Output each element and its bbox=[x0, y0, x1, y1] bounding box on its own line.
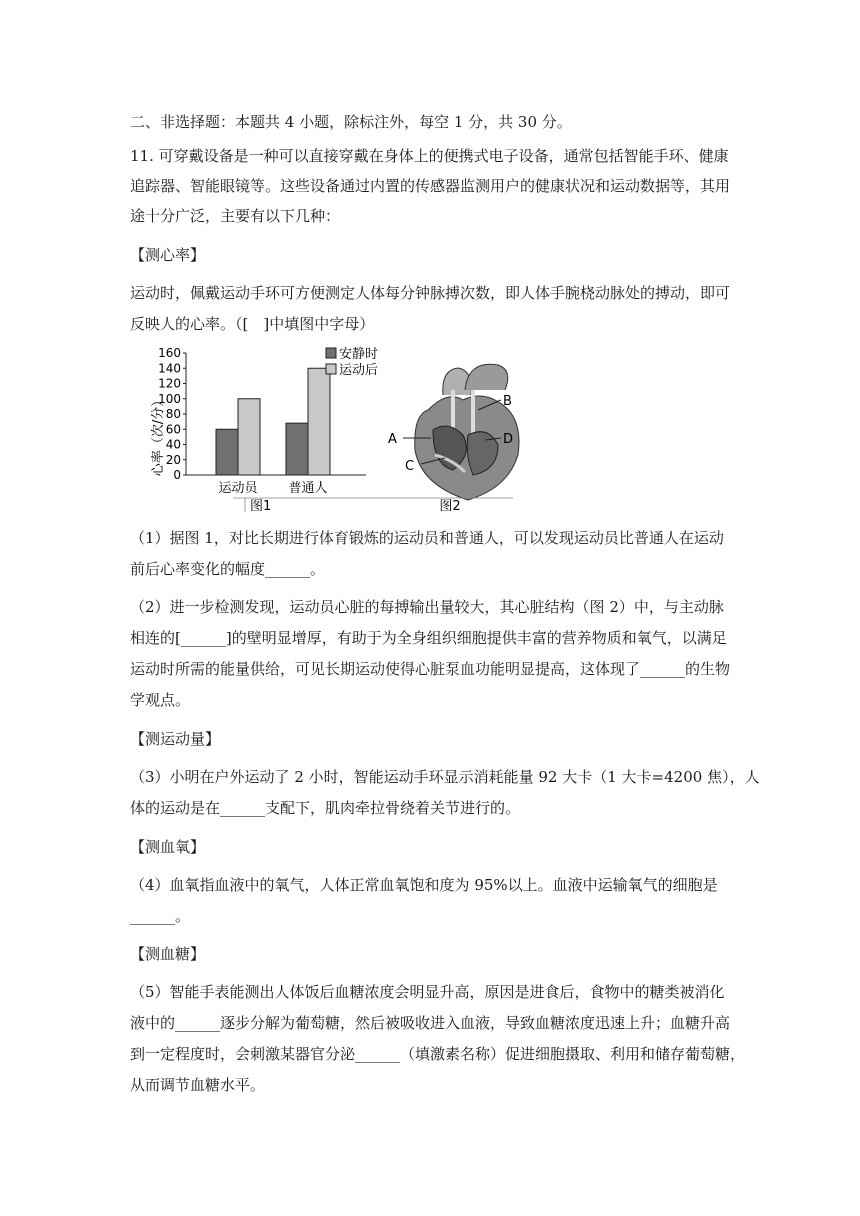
text-line: 相连的[______]的壁明显增厚，有助于为全身组织细胞提供丰富的营养物质和氧气，以满足 bbox=[130, 629, 727, 647]
legend-label: 安静时 bbox=[339, 347, 379, 362]
text-line: 运动时，佩戴运动手环可方便测定人体每分钟脉搏次数，即人体手腕桡动脉处的搏动，即可 bbox=[130, 284, 731, 302]
text-line: 从而调节血糖水平。 bbox=[130, 1076, 266, 1094]
text-line: 学观点。 bbox=[130, 691, 191, 709]
y-tick-label: 140 bbox=[158, 361, 181, 376]
text-line: 反映人的心率。（[ ]中填图中字母） bbox=[130, 315, 375, 333]
figure2-caption: 图2 bbox=[439, 499, 461, 514]
y-axis-label: 心率（次/分） bbox=[151, 393, 166, 477]
text-line: （1）据图 1，对比长期进行体育锻炼的运动员和普通人，可以发现运动员比普通人在运动 bbox=[130, 529, 724, 547]
legend-label: 运动后 bbox=[339, 363, 379, 378]
label-b: B bbox=[503, 394, 512, 409]
label-a: A bbox=[388, 432, 397, 447]
text-line: 【测运动量】 bbox=[130, 730, 221, 748]
bar-1-0 bbox=[286, 423, 308, 475]
figure1-caption: 图1 bbox=[250, 499, 272, 514]
bar-0-0 bbox=[216, 429, 238, 475]
text-line: 【测血糖】 bbox=[130, 945, 206, 963]
chart-bars bbox=[216, 368, 330, 475]
text-line: 到一定程度时，会刺激某器官分泌______（填激素名称）促进细胞摄取、利用和储存葡萄糖， bbox=[130, 1045, 746, 1063]
y-tick-label: 20 bbox=[165, 452, 181, 467]
heart-rate-bar-chart bbox=[148, 340, 528, 520]
text-line: 前后心率变化的幅度______。 bbox=[130, 560, 326, 578]
text-line: （3）小明在户外运动了 2 小时，智能运动手环显示消耗能量 92 大卡（1 大卡=4200 焦），人 bbox=[130, 768, 760, 786]
y-tick-label: 100 bbox=[158, 391, 181, 406]
text-line: 【测心率】 bbox=[130, 246, 206, 264]
bar-0-1 bbox=[238, 399, 260, 475]
text-line: 体的运动是在______支配下，肌肉牵拉骨绕着关节进行的。 bbox=[130, 799, 521, 817]
y-tick-label: 60 bbox=[165, 422, 181, 437]
text-line: 追踪器、智能眼镜等。这些设备通过内置的传感器监测用户的健康状况和运动数据等，其用 bbox=[130, 177, 731, 195]
text-line: ______。 bbox=[130, 907, 191, 925]
text-line: 【测血氧】 bbox=[130, 838, 206, 856]
y-tick-label: 0 bbox=[173, 468, 181, 482]
label-d: D bbox=[503, 432, 514, 447]
y-tick-label: 40 bbox=[165, 437, 181, 452]
figure-area bbox=[148, 340, 528, 520]
y-tick-label: 160 bbox=[158, 346, 181, 360]
text-line: 途十分广泛，主要有以下几种： bbox=[130, 207, 341, 225]
text-line: （5）智能手表能测出人体饭后血糖浓度会明显升高，原因是进食后，食物中的糖类被消化 bbox=[130, 983, 725, 1001]
category-label: 普通人 bbox=[288, 481, 328, 496]
text-line: （4）血氧指血液中的氧气，人体正常血氧饱和度为 95%以上。血液中运输氧气的细胞是 bbox=[130, 876, 718, 894]
label-c: C bbox=[405, 459, 415, 474]
text-line: 运动时所需的能量供给，可见长期运动使得心脏泵血功能明显提高，这体现了______的生物 bbox=[130, 660, 731, 678]
bar-1-1 bbox=[308, 368, 330, 475]
legend-swatch bbox=[326, 364, 336, 374]
y-tick-label: 80 bbox=[165, 407, 181, 421]
chart-legend bbox=[326, 346, 378, 378]
text-line: （2）进一步检测发现，运动员心脏的每搏输出量较大，其心脏结构（图 2）中，与主动脉 bbox=[130, 598, 724, 616]
text-line: 二、非选择题：本题共 4 小题，除标注外，每空 1 分，共 30 分。 bbox=[130, 113, 572, 131]
text-line: 11. 可穿戴设备是一种可以直接穿戴在身体上的便携式电子设备，通常包括智能手环、健康 bbox=[130, 147, 729, 165]
category-label: 运动员 bbox=[218, 481, 258, 496]
text-line: 液中的______逐步分解为葡萄糖，然后被吸收进入血液，导致血糖浓度迅速上升；血糖升高 bbox=[130, 1014, 731, 1032]
y-tick-label: 120 bbox=[158, 376, 181, 391]
x-category-labels bbox=[218, 480, 327, 496]
heart-illustration bbox=[388, 364, 519, 500]
legend-swatch bbox=[326, 348, 336, 358]
